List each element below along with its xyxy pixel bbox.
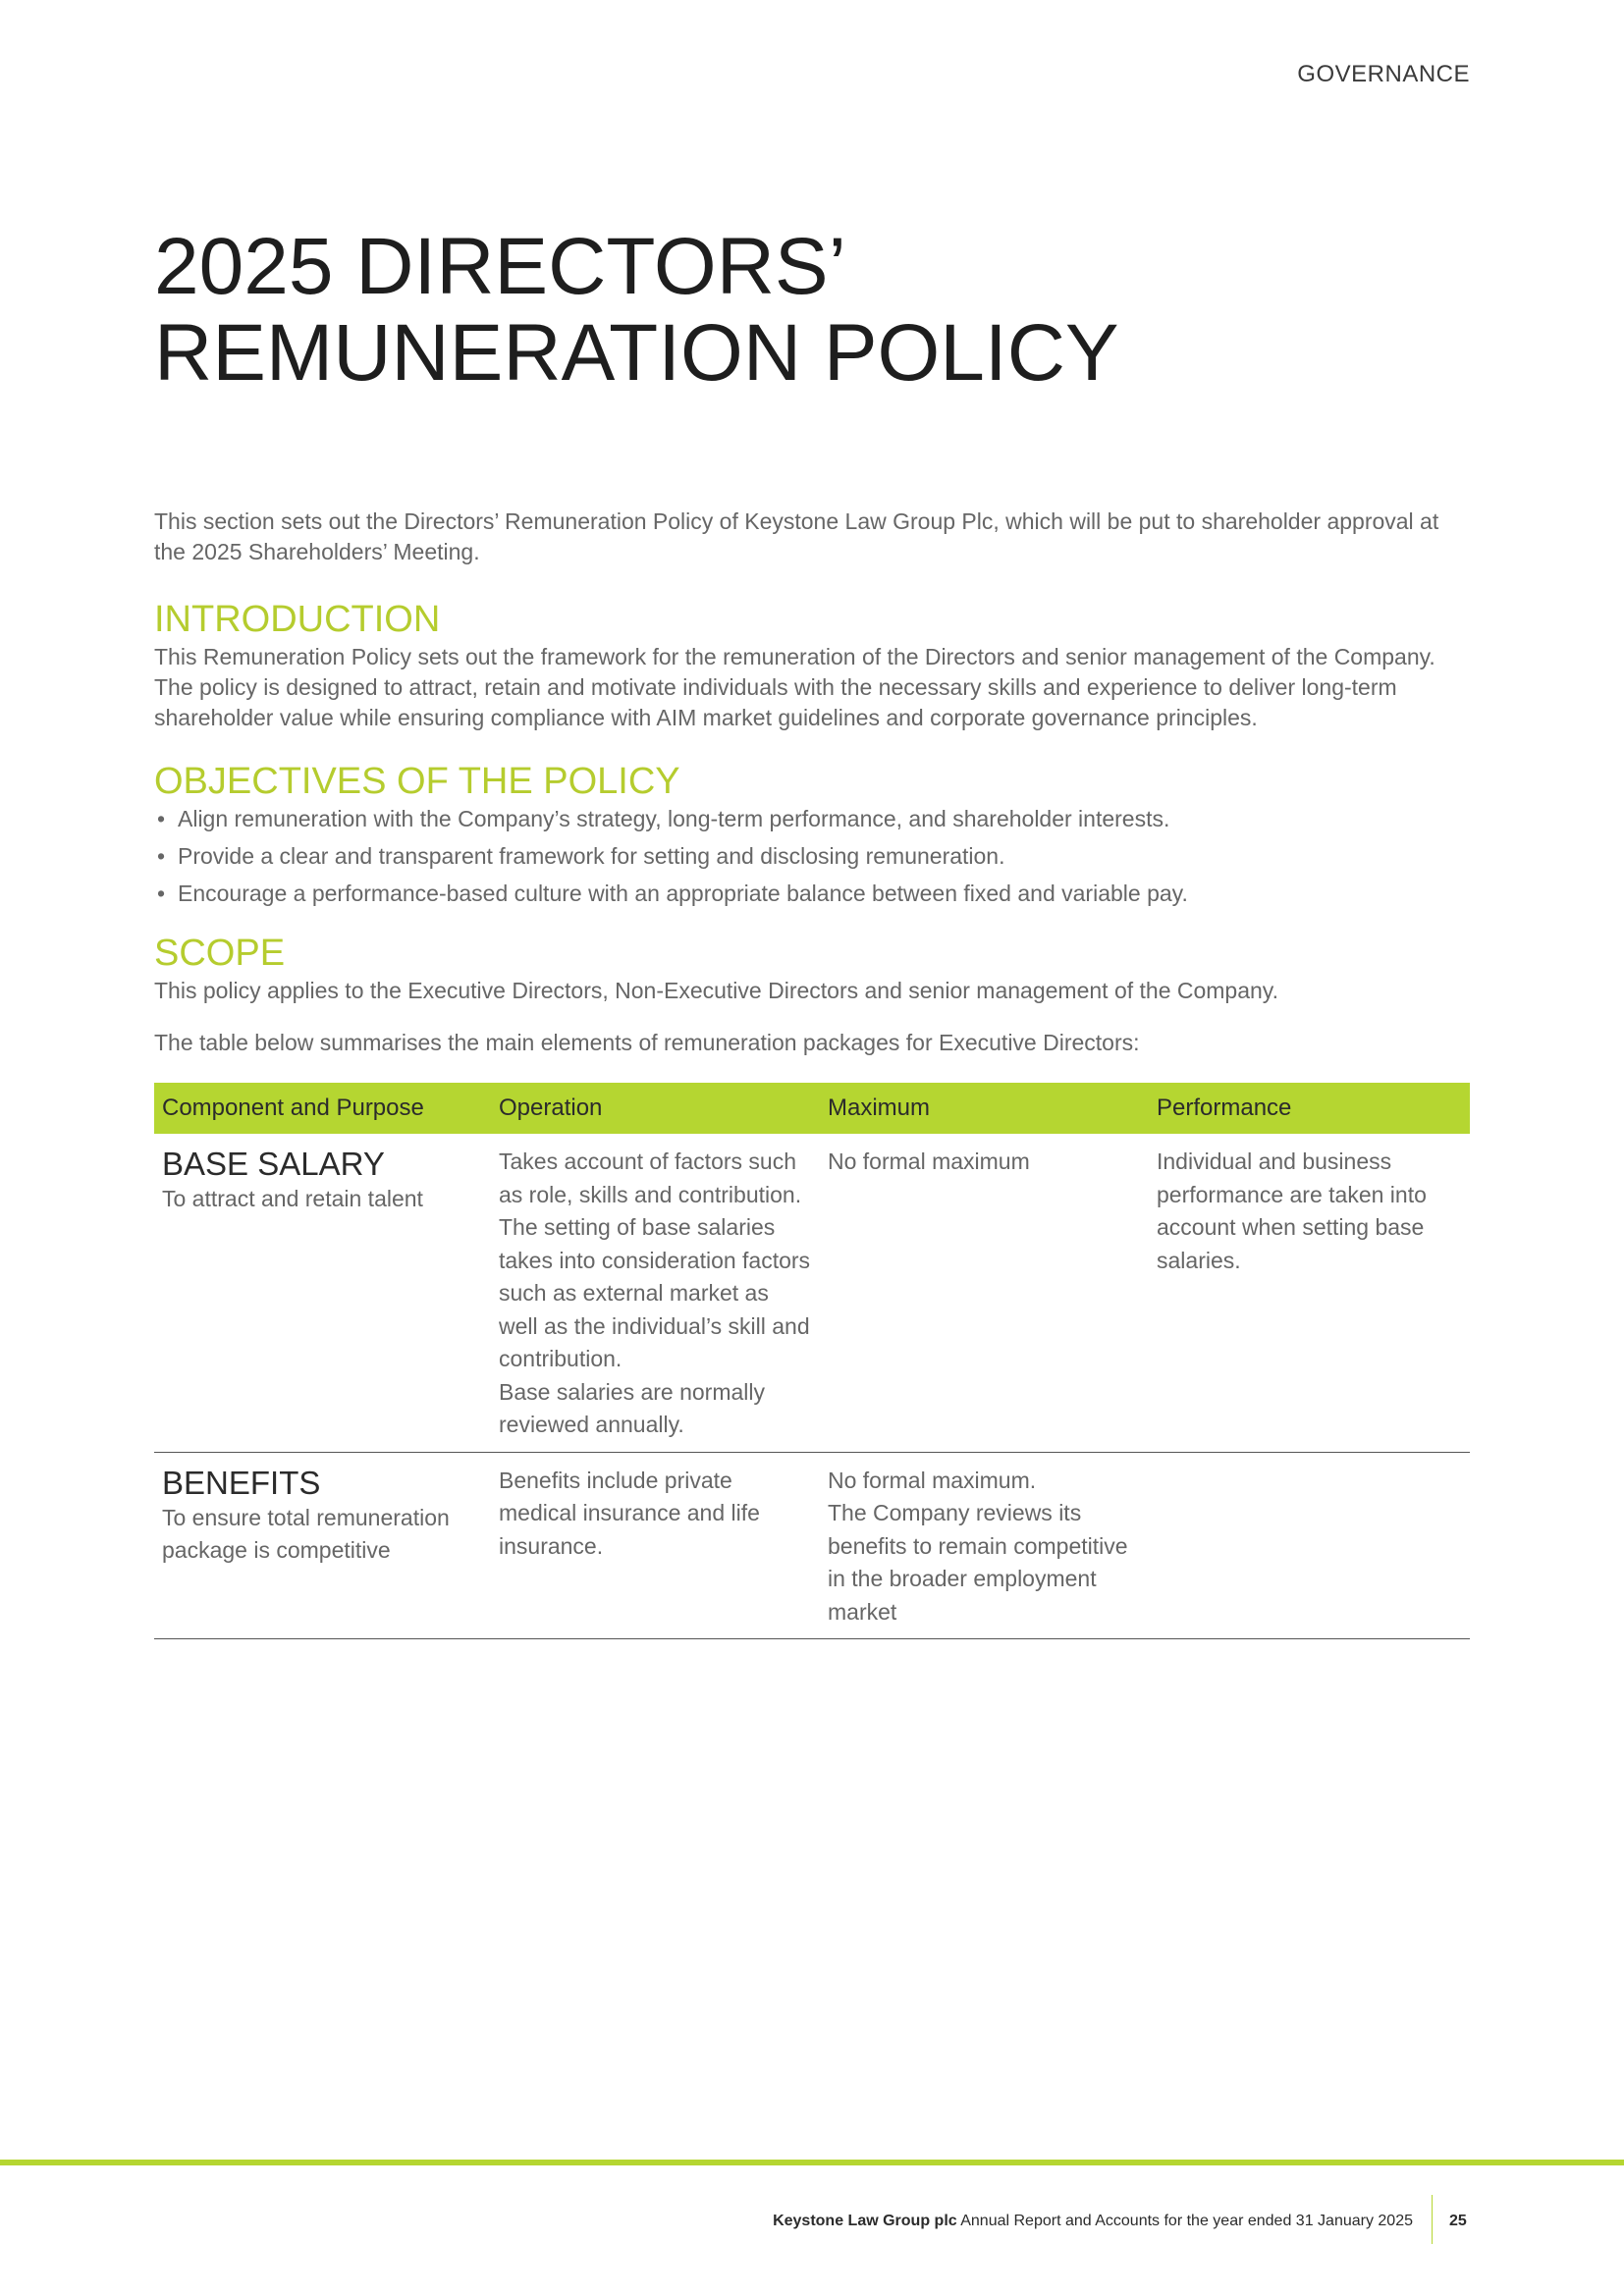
row-title: BENEFITS xyxy=(162,1464,321,1501)
table-header-row xyxy=(154,1083,1470,1134)
objective-text: Encourage a performance-based culture with an appropriate balance between fixed and variable pay. xyxy=(178,881,1188,906)
objectives-heading: OBJECTIVES OF THE POLICY xyxy=(154,761,680,802)
introduction-heading: INTRODUCTION xyxy=(154,599,441,640)
performance-cell xyxy=(1149,1134,1470,1452)
introduction-body: This Remuneration Policy sets out the framework for the remuneration of the Directors and senior management of the Company. The policy is designed to attract, retain and motivate individuals with the necessary skills and experience to deliver long-term shareholder value while ensuring compliance with AIM market guidelines and corporate governance principles. xyxy=(154,644,1435,730)
page-title-line-1: 2025 DIRECTORS’ xyxy=(154,222,846,311)
table-row xyxy=(154,1452,1470,1639)
operation-cell xyxy=(491,1134,820,1452)
operation-text: Benefits include private medical insurance and life insurance. xyxy=(499,1467,760,1559)
scope-heading: SCOPE xyxy=(154,933,286,974)
list-item xyxy=(154,841,1470,872)
bullet-icon: • xyxy=(157,806,166,831)
performance-cell xyxy=(1149,1452,1470,1639)
page-title xyxy=(154,224,1470,397)
maximum-text: No formal maximum xyxy=(828,1148,1030,1174)
footer-rule xyxy=(0,2160,1624,2165)
bullet-icon: • xyxy=(157,881,166,906)
footer-report-title: Annual Report and Accounts for the year ended 31 January 2025 xyxy=(956,2213,1413,2229)
column-header-performance: Performance xyxy=(1149,1083,1470,1134)
maximum-cell xyxy=(820,1134,1149,1452)
table-intro: The table below summarises the main elements of remuneration packages for Executive Directors: xyxy=(154,1030,1140,1055)
page-number: 25 xyxy=(1449,2213,1467,2229)
bullet-icon: • xyxy=(157,843,166,869)
maximum-cell xyxy=(820,1452,1149,1639)
operation-text: The setting of base salaries takes into consideration factors such as external market as well as the individual’s skill and contribution. xyxy=(499,1214,811,1371)
maximum-text: No formal maximum. xyxy=(828,1467,1037,1493)
list-item xyxy=(154,804,1470,834)
footer-company: Keystone Law Group plc xyxy=(773,2213,957,2229)
operation-text: Takes account of factors such as role, skills and contribution. xyxy=(499,1148,802,1207)
objective-text: Provide a clear and transparent framework for setting and disclosing remuneration. xyxy=(178,843,1005,869)
table-row xyxy=(154,1134,1470,1452)
column-header-component: Component and Purpose xyxy=(154,1083,491,1134)
row-title: BASE SALARY xyxy=(162,1146,385,1182)
remuneration-table xyxy=(154,1083,1470,1639)
page-title-line-2: REMUNERATION POLICY xyxy=(154,308,1119,398)
row-purpose: To ensure total remuneration package is competitive xyxy=(162,1504,450,1563)
objectives-list xyxy=(154,804,1470,909)
operation-text: Base salaries are normally reviewed annually. xyxy=(499,1378,766,1437)
operation-cell xyxy=(491,1452,820,1639)
maximum-text: The Company reviews its benefits to remain competitive in the broader employment market xyxy=(828,1500,1128,1625)
section-label: GOVERNANCE xyxy=(1297,61,1470,87)
row-purpose: To attract and retain talent xyxy=(162,1186,423,1211)
main-content xyxy=(154,507,1470,1639)
list-item xyxy=(154,879,1470,909)
column-header-operation: Operation xyxy=(491,1083,820,1134)
component-cell xyxy=(154,1134,491,1452)
scope-body: This policy applies to the Executive Directors, Non-Executive Directors and senior management of the Company. xyxy=(154,978,1278,1003)
footer-text xyxy=(773,2213,1413,2230)
objective-text: Align remuneration with the Company’s strategy, long-term performance, and shareholder interests. xyxy=(178,806,1170,831)
performance-text: Individual and business performance are taken into account when setting base salaries. xyxy=(1157,1148,1427,1273)
component-cell xyxy=(154,1452,491,1639)
footer-divider xyxy=(1432,2195,1433,2244)
intro-paragraph: This section sets out the Directors’ Remuneration Policy of Keystone Law Group Plc, which will be put to shareholder approval at the 2025 Shareholders’ Meeting. xyxy=(154,508,1439,564)
column-header-maximum: Maximum xyxy=(820,1083,1149,1134)
